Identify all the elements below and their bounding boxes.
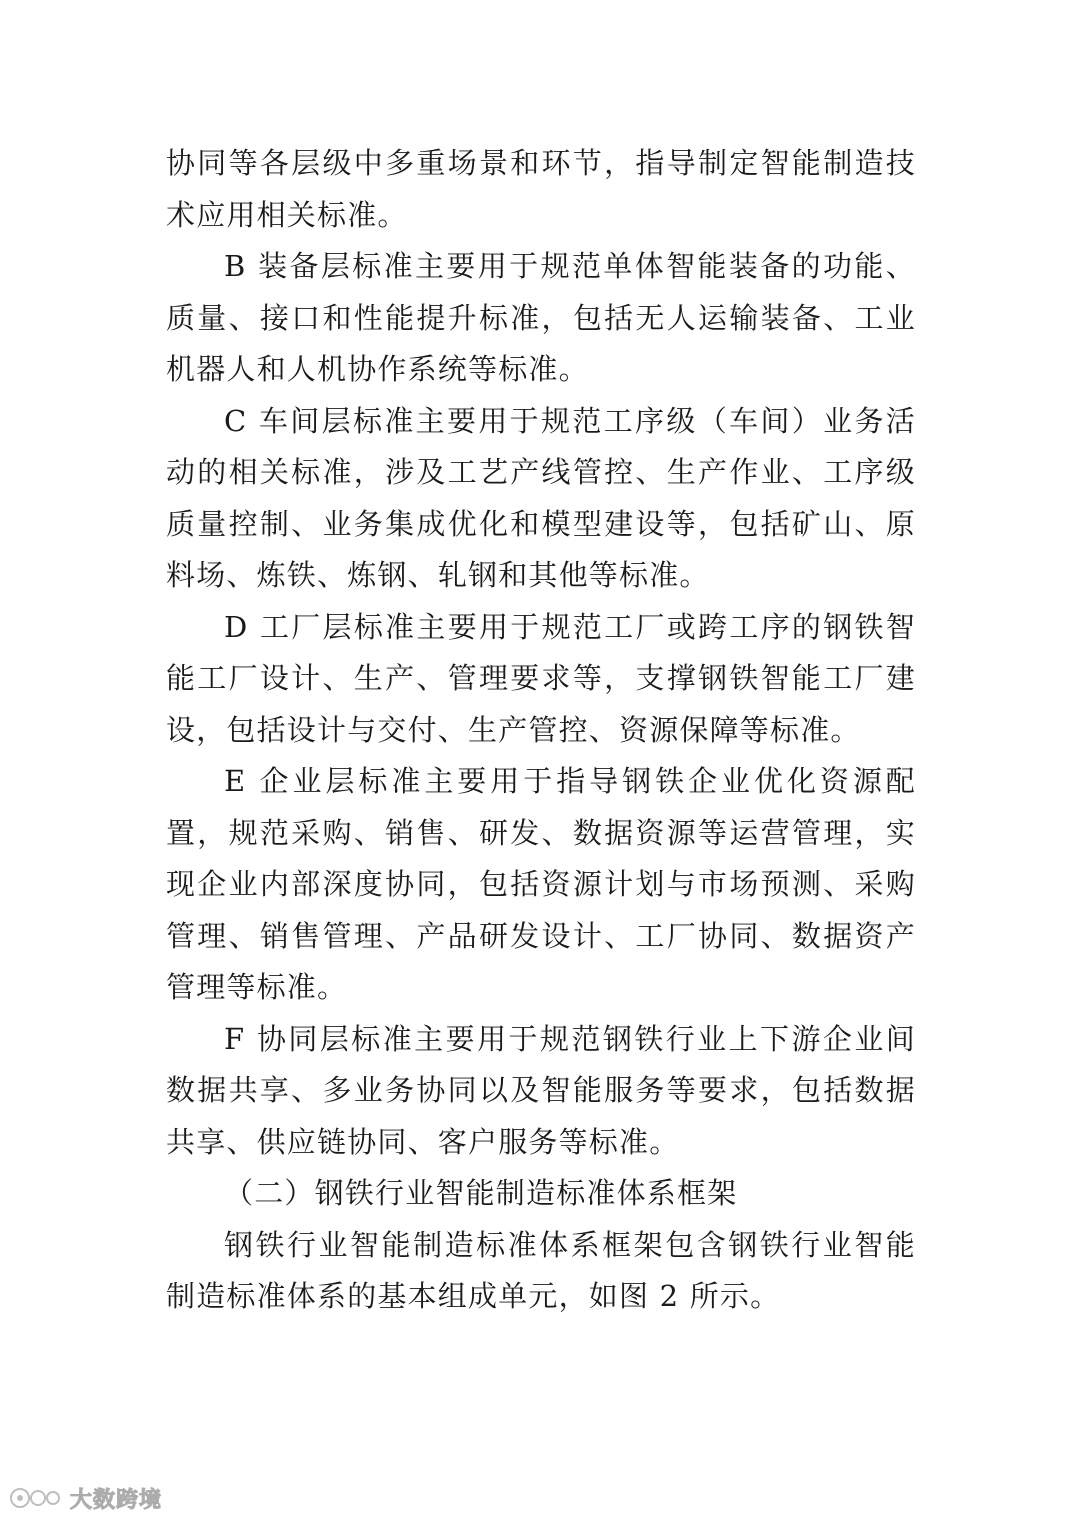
- weibo-style-logo-icon: [8, 1483, 64, 1513]
- paragraph-factory-layer: D 工厂层标准主要用于规范工厂或跨工序的钢铁智能工厂设计、生产、管理要求等，支撑钢铁智能工厂建设，包括设计与交付、生产管控、资源保障等标准。: [166, 609, 916, 747]
- watermark: [8, 1481, 162, 1515]
- paragraph-collaboration-layer: F 协同层标准主要用于规范钢铁行业上下游企业间数据共享、多业务协同以及智能服务等要求，包括数据共享、供应链协同、客户服务等标准。: [166, 1021, 916, 1159]
- watermark-text: 大数跨境: [70, 1487, 163, 1513]
- paragraph-enterprise-layer: E 企业层标准主要用于指导钢铁企业优化资源配置，规范采购、销售、研发、数据资源等运营管理，实现企业内部深度协同，包括资源计划与市场预测、采购管理、销售管理、产品研发设计、工厂协同、数据资产管理等标准。: [166, 764, 916, 1004]
- section-heading: （二）钢铁行业智能制造标准体系框架: [224, 1176, 738, 1210]
- document-page: [166, 138, 916, 1323]
- paragraph-framework: 钢铁行业智能制造标准体系框架包含钢铁行业智能制造标准体系的基本组成单元，如图 2 所示。: [166, 1227, 916, 1313]
- paragraph-workshop-layer: C 车间层标准主要用于规范工序级（车间）业务活动的相关标准，涉及工艺产线管控、生产作业、工序级质量控制、业务集成优化和模型建设等，包括矿山、原料场、炼铁、炼钢、轧钢和其他等标准。: [166, 403, 916, 592]
- paragraph-equipment-layer: B 装备层标准主要用于规范单体智能装备的功能、质量、接口和性能提升标准，包括无人运输装备、工业机器人和人机协作系统等标准。: [166, 249, 916, 386]
- paragraph-continuation: 协同等各层级中多重场景和环节，指导制定智能制造技术应用相关标准。: [166, 146, 916, 232]
